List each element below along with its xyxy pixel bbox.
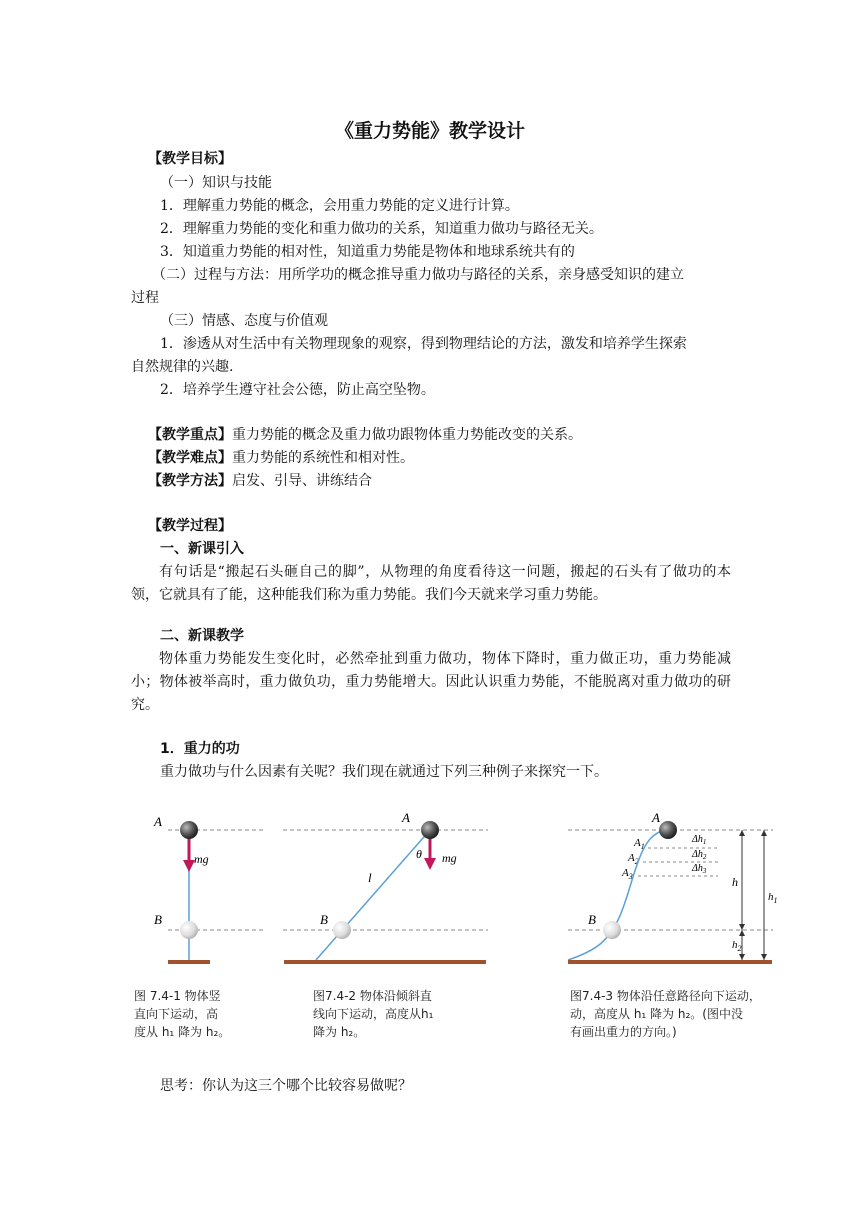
keypoint-text: 重力势能的概念及重力做功跟物体重力势能改变的关系。	[232, 427, 582, 443]
fig1-label-b: B	[154, 912, 162, 927]
figure-1	[134, 814, 263, 1039]
fig2-label-l: l	[368, 870, 372, 885]
fig1-caption-3: 度从 h₁ 降为 h₂。	[134, 1025, 231, 1039]
fig3-caption-2: 动，高度从 h₁ 降为 h₂。(图中没	[570, 1007, 743, 1021]
fig2-ball-bottom	[333, 921, 351, 939]
objectives-section-1: （一）知识与技能	[160, 175, 272, 191]
part1-text: 有句话是“搬起石头砸自己的脚”，从物理的角度看待这一问题，搬起的石头有了做功的本领，它就具有了能，这种能我们称为重力势能。我们今天就来学习重力势能。	[131, 564, 731, 603]
fig2-caption-3: 降为 h₂。	[313, 1025, 366, 1039]
fig2-caption-1: 图7.4-2 物体沿倾斜直	[313, 989, 432, 1003]
objectives-item-4-cont: 自然规律的兴趣.	[131, 359, 234, 375]
objectives-item-1: 1．理解重力势能的概念，会用重力势能的定义进行计算。	[160, 198, 519, 214]
fig3-label-h: h	[732, 875, 738, 889]
fig1-ground	[168, 960, 210, 964]
gravity-work-figures	[128, 800, 788, 1060]
objectives-item-5: 2．培养学生遵守社会公德，防止高空坠物。	[160, 382, 435, 398]
difficulty-text: 重力势能的系统性和相对性。	[232, 450, 414, 466]
process-heading: 【教学过程】	[148, 518, 232, 534]
fig3-curved-path	[568, 830, 664, 960]
objectives-item-4: 1．渗透从对生活中有关物理现象的观察，得到物理结论的方法，激发和培养学生探索	[160, 336, 687, 352]
objectives-section-2-cont: 过程	[131, 290, 159, 306]
sub1-text: 重力做功与什么因素有关呢？我们现在就通过下列三种例子来探究一下。	[160, 764, 608, 780]
fig1-caption-1: 图 7.4-1 物体竖	[134, 989, 221, 1003]
fig3-ball-bottom	[603, 921, 621, 939]
fig2-label-theta: θ	[416, 847, 422, 861]
fig2-caption-2: 线向下运动，高度从h₁	[313, 1007, 434, 1021]
fig2-label-a: A	[402, 810, 410, 825]
fig3-label-dh1: $\Delta h_1$	[692, 834, 707, 846]
objectives-section-2: （二）过程与方法：用所学功的概念推导重力做功与路径的关系，亲身感受知识的建立	[152, 267, 684, 283]
method-row	[148, 470, 748, 492]
keypoint-row	[148, 424, 748, 446]
method-label: 【教学方法】	[148, 473, 232, 489]
fig1-ball-top	[180, 821, 198, 839]
fig3-label-a3: $A_3$	[622, 867, 633, 881]
fig1-ball-bottom	[180, 921, 198, 939]
fig3-label-h1: $h_1$	[768, 891, 778, 905]
keypoint-label: 【教学重点】	[148, 427, 232, 443]
fig3-label-h2: $h_2$	[732, 939, 742, 953]
fig2-ball-top	[421, 821, 439, 839]
fig3-caption-3: 有画出重力的方向。)	[570, 1025, 677, 1039]
fig1-caption-2: 直向下运动，高	[134, 1007, 219, 1021]
part2-text: 物体重力势能发生变化时，必然牵扯到重力做功，物体下降时，重力做正功，重力势能减小；物体被举高时，重力做负功，重力势能增大。因此认识重力势能，不能脱离对重力做功的研究。	[131, 651, 731, 713]
difficulty-row	[148, 447, 748, 469]
sub1-title: 1．重力的功	[160, 741, 240, 757]
fig1-label-a: A	[154, 814, 162, 829]
part1-title: 一、新课引入	[160, 541, 244, 557]
fig3-label-a: A	[652, 810, 660, 825]
objectives-item-3: 3．知道重力势能的相对性，知道重力势能是物体和地球系统共有的	[160, 244, 575, 260]
fig1-label-mg: mg	[194, 852, 209, 866]
fig3-ball-top	[659, 821, 677, 839]
fig2-label-mg: mg	[442, 851, 457, 865]
fig3-label-dh2: $\Delta h_2$	[692, 849, 707, 861]
objectives-heading: 【教学目标】	[148, 151, 232, 167]
fig3-ground	[568, 960, 772, 964]
fig2-label-b: B	[320, 912, 328, 927]
fig3-label-a1: $A_1$	[634, 837, 645, 851]
fig2-ground	[284, 960, 486, 964]
fig3-caption-1: 图7.4-3 物体沿任意路径向下运动，	[570, 989, 761, 1003]
fig3-label-dh3: $\Delta h_3$	[692, 863, 707, 875]
objectives-section-3: （三）情感、态度与价值观	[160, 313, 328, 329]
document-title: 《重力势能》教学设计	[334, 120, 525, 142]
think-question: 思考：你认为这三个哪个比较容易做呢？	[160, 1078, 412, 1094]
fig3-label-b: B	[588, 912, 596, 927]
part2-title: 二、新课教学	[160, 628, 244, 644]
objectives-item-2: 2．理解重力势能的变化和重力做功的关系，知道重力做功与路径无关。	[160, 221, 603, 237]
figure-2	[283, 810, 488, 1039]
fig3-label-a2: $A_2$	[628, 852, 639, 866]
figure-3	[568, 810, 778, 1039]
method-text: 启发、引导、讲练结合	[232, 473, 372, 489]
difficulty-label: 【教学难点】	[148, 450, 232, 466]
